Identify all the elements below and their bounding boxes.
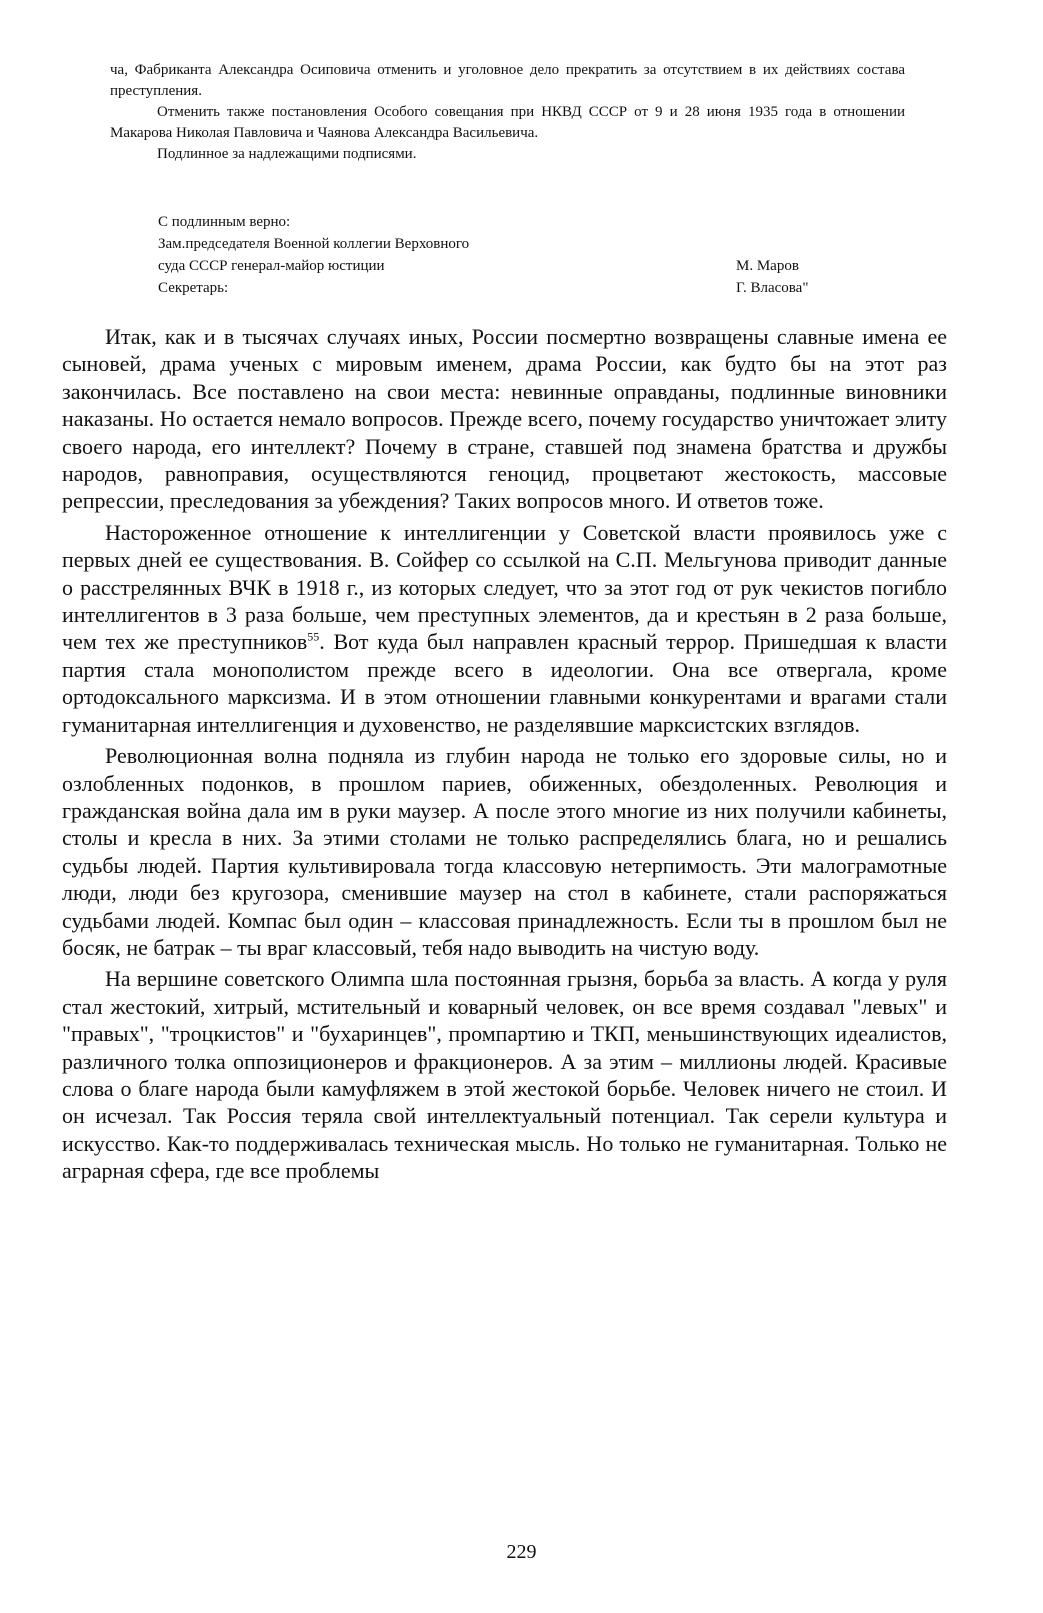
certification-text: С подлинным верно:	[158, 214, 291, 230]
page-number: 229	[506, 1541, 537, 1563]
certification-line	[158, 277, 888, 299]
certification-line	[158, 233, 888, 255]
quoted-document-block	[110, 60, 905, 165]
certification-text: Зам.председателя Военной коллегии Верховного	[158, 236, 470, 252]
main-text	[62, 323, 947, 1185]
document-paragraph: ча, Фабриканта Александра Осиповича отменить и уголовное дело прекратить за отсутствием в их действиях состава преступления.	[110, 62, 905, 99]
body-paragraph: Революционная волна подняла из глубин народа не только его здоровые силы, но и озлобленных подонков, в прошлом париев, обиженных, обездоленных. Революция и гражданская война дала им в руки маузер. А после этого многие из них получили кабинеты, столы и кресла в них. За этими столами не только распределялись блага, но и решались судьбы людей. Партия культивировала тогда классовую нетерпимость. Эти малограмотные люди, люди без кругозора, сменившие маузер на стол в кабинете, стали распоряжаться судьбами людей. Компас был один – классовая принадлежность. Если ты в прошлом был не босяк, не батрак – ты враг классовый, тебя надо выводить на чистую воду.	[62, 743, 947, 960]
certification-block	[158, 211, 888, 299]
certification-text: Секретарь:	[158, 280, 229, 296]
signatory-name: М. Маров	[736, 258, 799, 274]
body-text-segment: Настороженное отношение к интеллигенции у Советской власти проявилось уже с первых дней ее существования. В. Сойфер со ссылкой на С.П. Мельгунова приводит данные о расстрелянных ВЧК в 1918 г., из которых следует, что за этот год от рук чекистов погибло интеллигентов в 3 раза больше, чем преступных элементов, да и крестьян в 2 раза больше, чем тех же преступников	[62, 519, 947, 655]
certification-line	[158, 255, 888, 277]
footnote-reference[interactable]: 55	[307, 630, 320, 645]
body-paragraph: Итак, как и в тысячах случаях иных, России посмертно возвращены славные имена ее сыновей, драма ученых с мировым именем, драма России, как будто бы на этот раз закончилась. Все поставлено на свои места: невинные оправданы, подлинные виновники наказаны. Но остается немало вопросов. Прежде всего, почему государство уничтожает элиту своего народа, его интеллект? Почему в стране, ставшей под знамена братства и дружбы народов, равноправия, осуществляются геноцид, процветают жестокость, массовые репрессии, преследования за убеждения? Таких вопросов много. И ответов тоже.	[62, 324, 947, 514]
document-paragraph: Отменить также постановления Особого совещания при НКВД СССР от 9 и 28 июня 1935 года в отношении Макарова Николая Павловича и Чаянова Александра Васильевича.	[110, 104, 905, 141]
body-text-segment: . Вот куда был направлен красный террор. Пришедшая к власти партия стала монополистом прежде всего в идеологии. Она все отвергала, кроме ортодоксального марксизма. И в этом отношении главными конкурентами и врагами стали гуманитарная интеллигенция и духовенство, не разделявшие марксистских взглядов.	[62, 629, 947, 737]
signatory-name: Г. Власова"	[736, 280, 809, 296]
document-paragraph: Подлинное за надлежащими подписями.	[157, 146, 417, 162]
certification-text: суда СССР генерал-майор юстиции	[158, 258, 385, 274]
body-paragraph	[62, 519, 947, 738]
body-paragraph: На вершине советского Олимпа шла постоянная грызня, борьба за власть. А когда у руля стал жестокий, хитрый, мстительный и коварный человек, он все время создавал "левых" и "правых", "троцкистов" и "бухаринцев", промпартию и ТКП, меньшинствующих идеалистов, различного толка оппозиционеров и фракционеров. А за этим – миллионы людей. Красивые слова о благе народа были камуфляжем в этой жестокой борьбе. Человек ничего не стоил. И он исчезал. Так Россия теряла свой интеллектуальный потенциал. Так серели культура и искусство. Как-то поддерживалась техническая мысль. Но только не гуманитарная. Только не аграрная сфера, где все проблемы	[62, 966, 947, 1184]
certification-line	[158, 211, 888, 233]
